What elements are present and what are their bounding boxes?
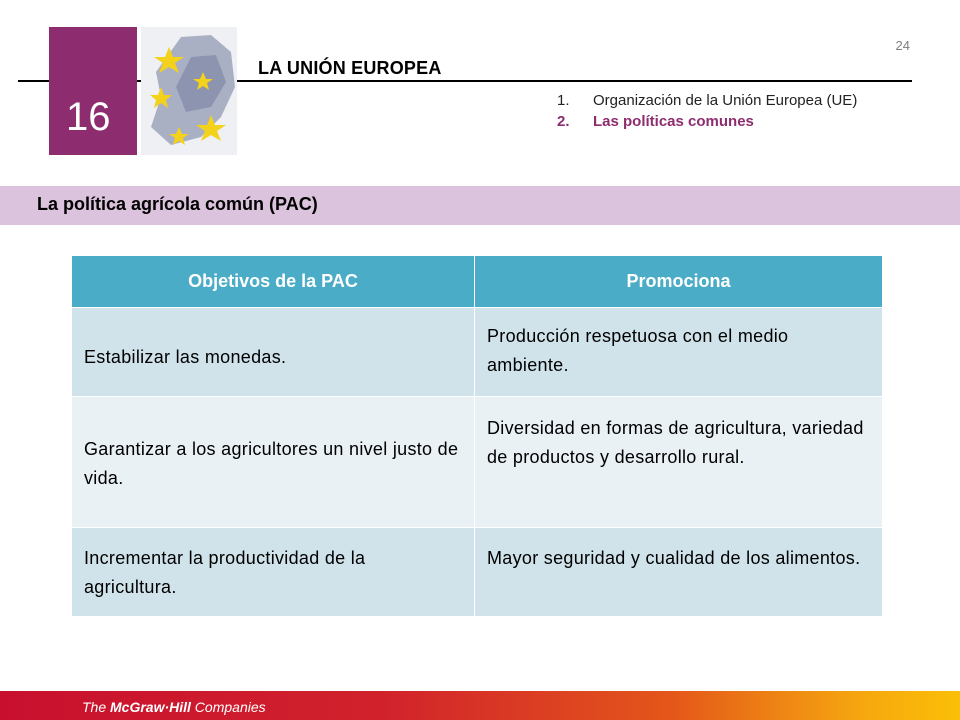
chapter-number-box — [49, 27, 137, 155]
column-header-objetivos: Objetivos de la PAC — [72, 256, 475, 308]
chapter-badge — [49, 27, 237, 155]
table-cell: Garantizar a los agricultores un nivel justo de vida. — [72, 397, 475, 528]
toc-item-label: Organización de la Unión Europea (UE) — [593, 92, 858, 109]
page-number: 24 — [895, 38, 910, 53]
chapter-title: LA UNIÓN EUROPEA — [258, 58, 442, 78]
logo-suffix: Companies — [190, 699, 266, 715]
logo-prefix: The — [82, 699, 111, 715]
table-cell: Estabilizar las monedas. — [72, 308, 475, 397]
table-of-contents — [557, 90, 887, 132]
column-header-promociona: Promociona — [475, 256, 883, 308]
table-cell: Diversidad en formas de agricultura, variedad de productos y desarrollo rural. — [475, 397, 883, 528]
publisher-logo — [82, 699, 266, 715]
footer-bar — [0, 691, 960, 720]
chapter-number: 16 — [66, 95, 111, 139]
table-cell: Producción respetuosa con el medio ambiente. — [475, 308, 883, 397]
table-row — [72, 397, 883, 528]
toc-item-politicas[interactable] — [557, 111, 887, 132]
table-row — [72, 308, 883, 397]
toc-item-number: 1. — [557, 92, 570, 109]
pac-table — [71, 255, 883, 617]
table-cell: Mayor seguridad y cualidad de los alimentos. — [475, 528, 883, 617]
table-header-row — [72, 256, 883, 308]
toc-item-number: 2. — [557, 113, 570, 130]
table-cell: Incrementar la productividad de la agricultura. — [72, 528, 475, 617]
section-header — [0, 186, 960, 225]
eu-map-stars-icon — [141, 27, 237, 155]
section-title: La política agrícola común (PAC) — [37, 194, 318, 214]
table-row — [72, 528, 883, 617]
logo-brand: McGraw·Hill — [110, 699, 191, 715]
toc-item-organizacion[interactable] — [557, 90, 887, 111]
toc-item-label: Las políticas comunes — [593, 113, 754, 130]
